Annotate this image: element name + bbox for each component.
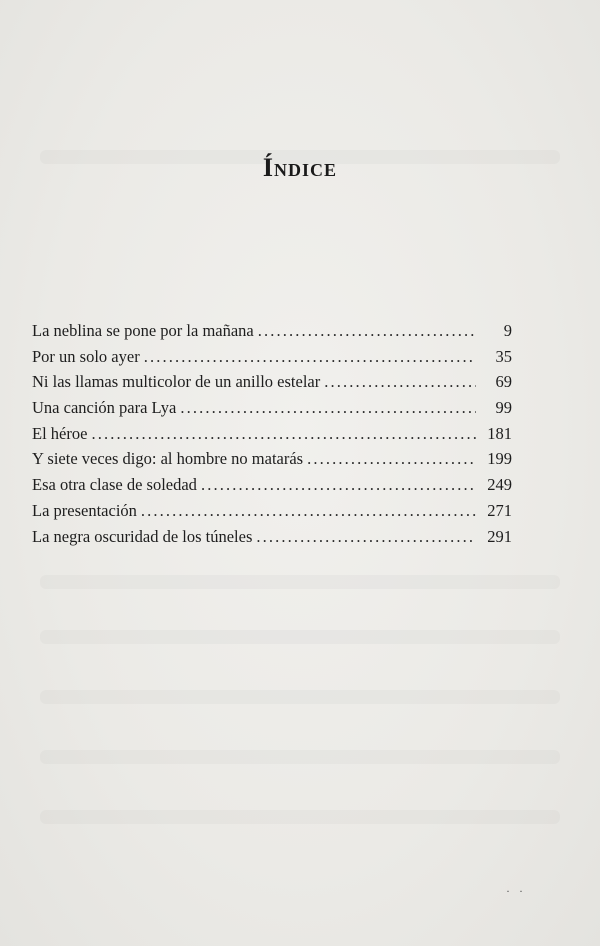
toc-entry xyxy=(32,421,512,447)
toc-entry-title: La neblina se pone por la mañana xyxy=(32,321,254,340)
show-through-shadow xyxy=(40,690,560,704)
dot-leader xyxy=(91,421,476,447)
toc-entry xyxy=(32,472,512,498)
toc-entry-title: El héroe xyxy=(32,423,88,443)
dot-leader xyxy=(256,524,476,550)
toc-entry-title: Por un solo ayer xyxy=(32,346,140,366)
toc-entry-page: 271 xyxy=(487,500,512,520)
toc-entry-page: 199 xyxy=(487,449,512,469)
toc-entry-title: Esa otra clase de soledad xyxy=(32,475,197,495)
toc-entry-page: 35 xyxy=(495,346,512,366)
toc-entry-page: 181 xyxy=(487,423,512,443)
show-through-shadow xyxy=(40,750,560,764)
toc-entry xyxy=(32,498,512,524)
dot-leader xyxy=(180,395,476,421)
print-specks: · · xyxy=(506,884,526,898)
toc-entry-page: 99 xyxy=(495,398,512,418)
toc-entry-title: Una canción para Lya xyxy=(32,398,177,418)
toc-entry-page: 249 xyxy=(487,475,512,495)
toc-entry-page: 291 xyxy=(487,526,512,546)
dot-leader xyxy=(144,344,476,370)
toc-entry xyxy=(32,395,512,421)
toc-entry xyxy=(32,369,512,395)
toc-entry-page: 9 xyxy=(503,321,512,340)
toc-entry xyxy=(32,446,512,472)
dot-leader xyxy=(201,472,476,498)
toc-entry-title: Y siete veces digo: al hombre no matarás xyxy=(32,449,304,469)
toc-entry-title: La negra oscuridad de los túneles xyxy=(32,526,253,546)
show-through-shadow xyxy=(40,575,560,589)
page-title: Índice xyxy=(262,153,338,183)
table-of-contents xyxy=(32,318,512,549)
toc-entry-page: 69 xyxy=(495,372,512,392)
dot-leader xyxy=(307,446,476,472)
toc-entry-title: La presentación xyxy=(32,500,137,520)
toc-entry xyxy=(32,344,512,370)
toc-entry-title: Ni las llamas multicolor de un anillo estelar xyxy=(32,372,321,392)
toc-entry xyxy=(32,318,512,344)
show-through-shadow xyxy=(40,630,560,644)
dot-leader xyxy=(141,498,476,524)
dot-leader xyxy=(258,318,476,344)
toc-entry xyxy=(32,524,512,550)
dot-leader xyxy=(324,369,476,395)
show-through-shadow xyxy=(40,810,560,824)
